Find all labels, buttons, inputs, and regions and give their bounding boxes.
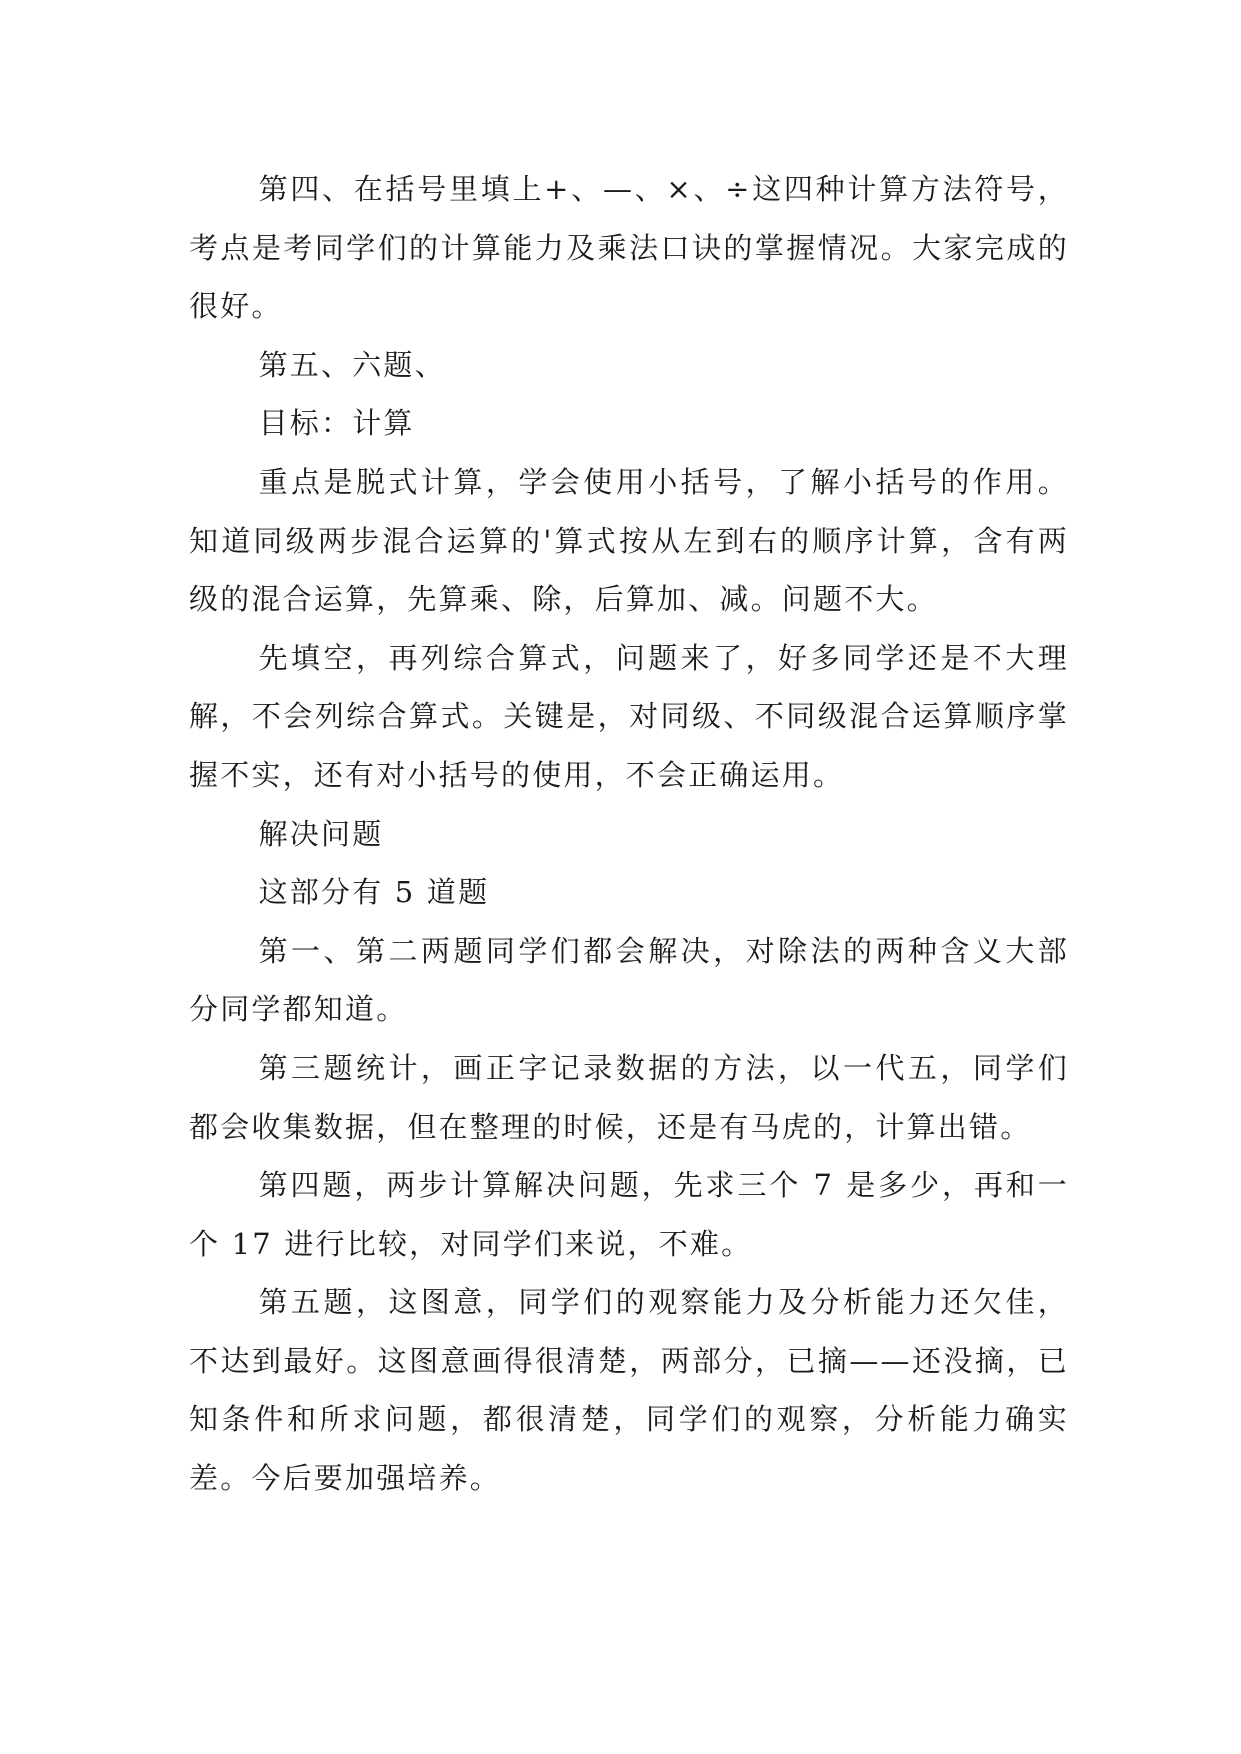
paragraph-key-points: 重点是脱式计算，学会使用小括号，了解小括号的作用。知道同级两步混合运算的'算式按从左到右的顺序计算，含有两级的混合运算，先算乘、除，后算加、减。问题不大。 (189, 464, 1069, 617)
paragraph-goal: 目标：计算 (258, 406, 415, 441)
document-body (189, 160, 1069, 1508)
paragraph-q5-diagram: 第五题，这图意，同学们的观察能力及分析能力还欠佳，不达到最好。这图意画得很清楚，两部分，已摘——还没摘，已知条件和所求问题，都很清楚，同学们的观察，分析能力确实差。今后要加强培养。 (189, 1285, 1069, 1496)
paragraph-q3-statistics: 第三题统计，画正字记录数据的方法，以一代五，同学们都会收集数据，但在整理的时候，还是有马虎的，计算出错。 (189, 1050, 1069, 1144)
paragraph-five-questions: 这部分有 5 道题 (258, 875, 490, 910)
paragraph-problem-solving-heading: 解决问题 (258, 816, 384, 851)
paragraph-q1-q2: 第一、第二两题同学们都会解决，对除法的两种含义大部分同学都知道。 (189, 933, 1069, 1027)
paragraph-fill-and-formula: 先填空，再列综合算式，问题来了，好多同学还是不大理解，不会列综合算式。关键是，对同级、不同级混合运算顺序掌握不实，还有对小括号的使用，不会正确运用。 (189, 640, 1069, 792)
paragraph-q5-q6-heading: 第五、六题、 (258, 347, 446, 382)
paragraph-q4-fill-symbols: 第四、在括号里填上+、—、×、÷这四种计算方法符号，考点是考同学们的计算能力及乘法口诀的掌握情况。大家完成的很好。 (189, 172, 1069, 324)
paragraph-q4-two-step: 第四题，两步计算解决问题，先求三个 7 是多少，再和一个 17 进行比较，对同学们来说，不难。 (189, 1168, 1069, 1261)
